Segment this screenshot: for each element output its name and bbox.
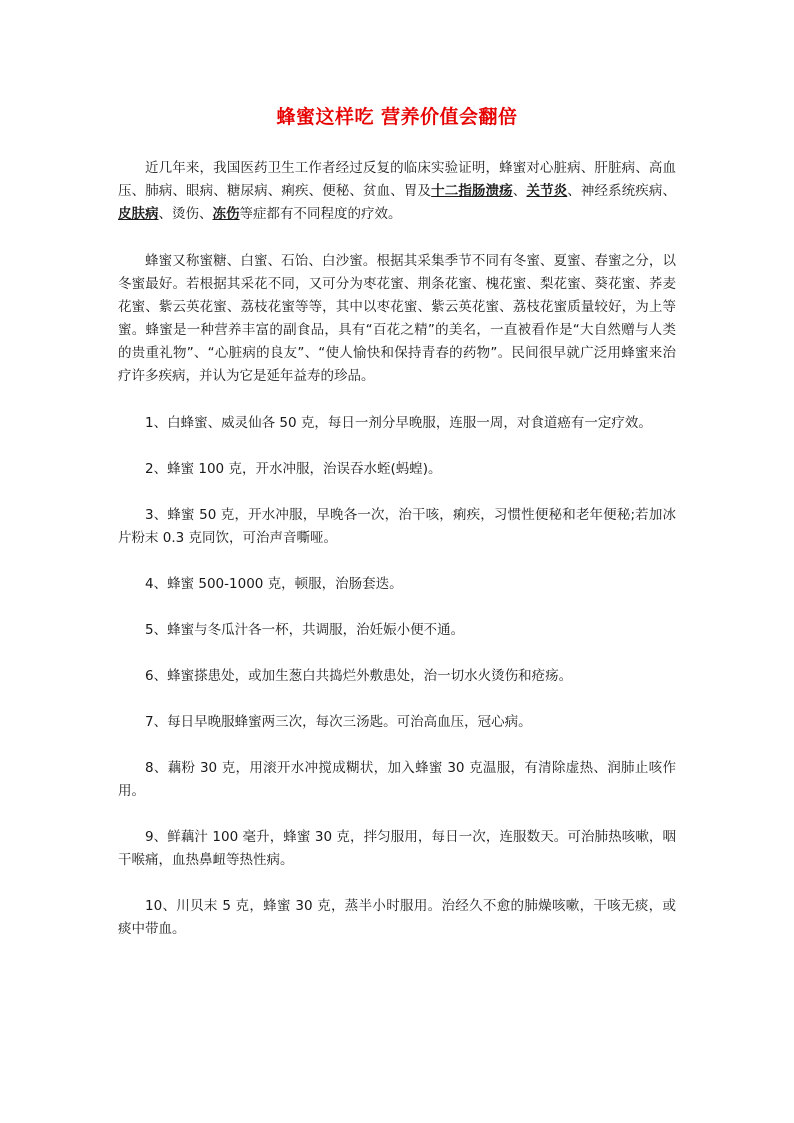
remedy-item-4: 4、蜂蜜 500-1000 克，顿服，治肠套迭。: [145, 576, 403, 592]
remedy-item-5: 5、蜂蜜与冬瓜汁各一杯，共调服，治妊娠小便不通。: [145, 622, 465, 638]
keyword-skin-disease: 皮肤病: [118, 206, 159, 222]
intro1-text-b: 、神经系统疾病、: [567, 183, 677, 199]
article-title: 蜂蜜这样吃 营养价值会翻倍: [276, 106, 518, 128]
intro1-separator-2: 、烫伤、: [158, 206, 213, 222]
keyword-duodenal-ulcer: 十二指肠溃疡: [431, 183, 513, 199]
remedy-item-9: 9、鲜藕汁 100 毫升，蜂蜜 30 克，拌匀服用，每日一次，连服数天。可治肺热咳嗽，咽干喉痛，血热鼻衄等热性病。: [118, 829, 676, 868]
document-page: [118, 0, 676, 941]
intro-paragraph-2: 蜂蜜又称蜜糖、白蜜、石饴、白沙蜜。根据其采集季节不同有冬蜜、夏蜜、春蜜之分，以冬蜜最好。若根据其采花不同，又可分为枣花蜜、荆条花蜜、槐花蜜、梨花蜜、葵花蜜、荞麦花蜜、紫云英花蜜、荔枝花蜜等等，其中以枣花蜜、紫云英花蜜、荔枝花蜜质量较好，为上等蜜。蜂蜜是一种营养丰富的副食品，具有“百花之精”的美名，一直被看作是“大自然赠与人类的贵重礼物”、“心脏病的良友”、“使人愉快和保持青春的药物”。民间很早就广泛用蜂蜜来治疗许多疾病，并认为它是延年益寿的珍品。: [118, 253, 676, 384]
intro1-text-c: 等症都有不同程度的疗效。: [239, 206, 402, 222]
keyword-arthritis: 关节炎: [526, 183, 568, 199]
remedy-item-10: 10、川贝末 5 克，蜂蜜 30 克，蒸半小时服用。治经久不愈的肺燥咳嗽，干咳无痰，或痰中带血。: [118, 898, 676, 937]
intro1-text-a: 近几年来，我国医药卫生工作者经过反复的临床实验证明，蜂蜜对心脏病、肝脏病、高血压、肺病、眼病、糖尿病、痢疾、便秘、贫血、胃及: [118, 160, 676, 199]
remedy-item-2: 2、蜂蜜 100 克，开水冲服，治误吞水蛭(蚂蝗)。: [145, 461, 442, 477]
intro-paragraph-1: [118, 157, 676, 226]
remedy-item-7: 7、每日早晚服蜂蜜两三次，每次三汤匙。可治高血压，冠心病。: [145, 714, 532, 730]
intro1-separator-1: 、: [512, 183, 527, 199]
remedy-item-3: 3、蜂蜜 50 克，开水冲服，早晚各一次，治干咳，痢疾，习惯性便秘和老年便秘;若加冰片粉末 0.3 克同饮，可治声音嘶哑。: [118, 507, 676, 546]
remedy-item-8: 8、藕粉 30 克，用滚开水冲搅成糊状，加入蜂蜜 30 克温服，有清除虚热、润肺止咳作用。: [118, 760, 676, 799]
remedy-item-6: 6、蜂蜜搽患处，或加生葱白共捣烂外敷患处，治一切水火烫伤和疮疡。: [145, 668, 573, 684]
remedy-item-1: 1、白蜂蜜、威灵仙各 50 克，每日一剂分早晚服，连服一周，对食道癌有一定疗效。: [145, 415, 652, 431]
keyword-frostbite: 冻伤: [212, 206, 240, 222]
